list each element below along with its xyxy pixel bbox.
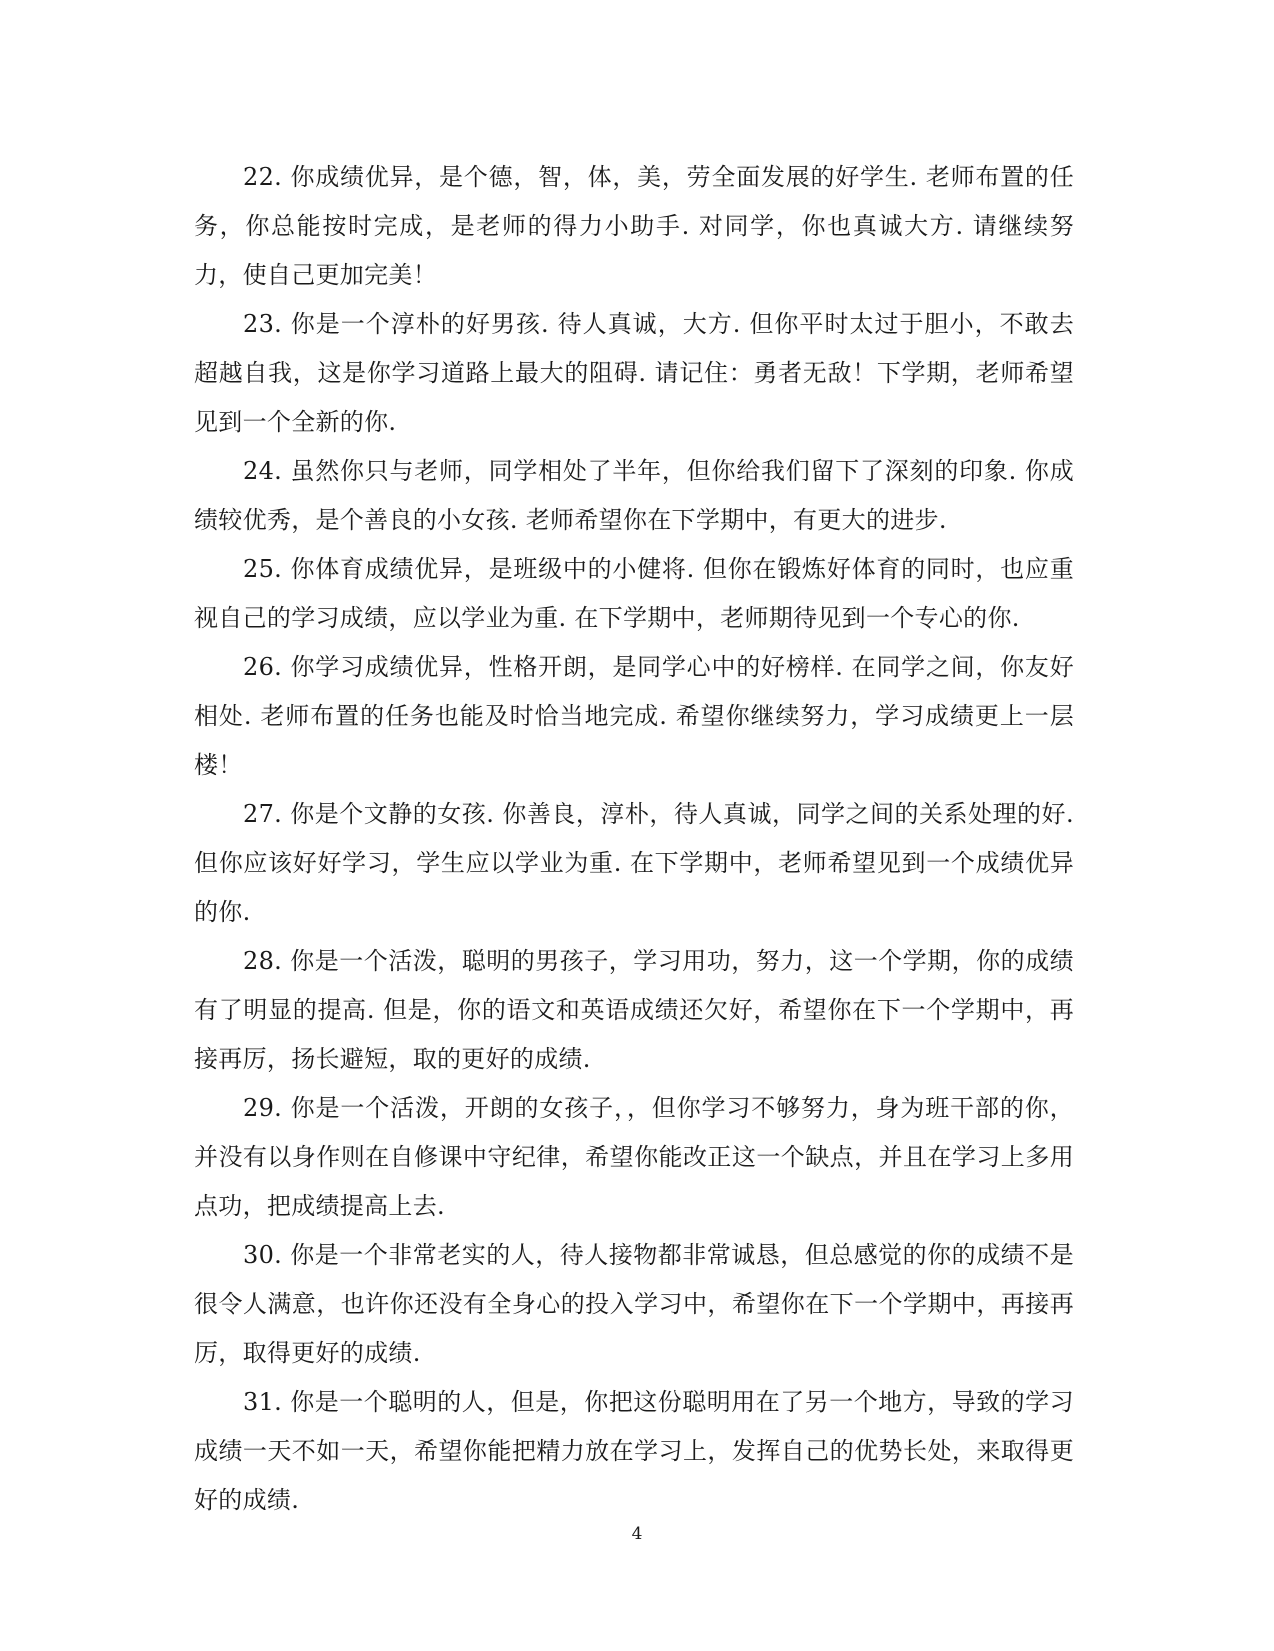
paragraph-26: 26. 你学习成绩优异，性格开朗，是同学心中的好榜样. 在同学之间，你友好相处. 老师布置的任务也能及时恰当地完成. 希望你继续努力，学习成绩更上一层楼！	[194, 653, 1074, 779]
page-number: 4	[631, 1524, 643, 1544]
paragraph-22: 22. 你成绩优异，是个德，智，体，美，劳全面发展的好学生. 老师布置的任务，你总能按时完成，是老师的得力小助手. 对同学，你也真诚大方. 请继续努力，使自己更加完美！	[194, 163, 1074, 289]
paragraph-25: 25. 你体育成绩优异，是班级中的小健将. 但你在锻炼好体育的同时，也应重视自己的学习成绩，应以学业为重. 在下学期中，老师期待见到一个专心的你.	[194, 555, 1074, 632]
paragraph-27: 27. 你是个文静的女孩. 你善良，淳朴，待人真诚，同学之间的关系处理的好. 但你应该好好学习，学生应以学业为重. 在下学期中，老师希望见到一个成绩优异的你.	[194, 800, 1074, 926]
paragraph-30: 30. 你是一个非常老实的人，待人接物都非常诚恳，但总感觉的你的成绩不是很令人满意，也许你还没有全身心的投入学习中，希望你在下一个学期中，再接再厉，取得更好的成绩.	[194, 1241, 1074, 1367]
paragraph-23: 23. 你是一个淳朴的好男孩. 待人真诚，大方. 但你平时太过于胆小，不敢去超越自我，这是你学习道路上最大的阻碍. 请记住：勇者无敌！下学期，老师希望见到一个全新的你.	[194, 310, 1074, 436]
document-body	[194, 153, 1074, 1525]
paragraph-29: 29. 你是一个活泼，开朗的女孩子，，但你学习不够努力，身为班干部的你，并没有以身作则在自修课中守纪律，希望你能改正这一个缺点，并且在学习上多用点功，把成绩提高上去.	[194, 1094, 1074, 1220]
paragraph-28: 28. 你是一个活泼，聪明的男孩子，学习用功，努力，这一个学期，你的成绩有了明显的提高. 但是，你的语文和英语成绩还欠好，希望你在下一个学期中，再接再厉，扬长避短，取的更好的成绩.	[194, 947, 1074, 1073]
paragraph-24: 24. 虽然你只与老师，同学相处了半年，但你给我们留下了深刻的印象. 你成绩较优秀，是个善良的小女孩. 老师希望你在下学期中，有更大的进步.	[194, 457, 1074, 534]
paragraph-31: 31. 你是一个聪明的人，但是，你把这份聪明用在了另一个地方，导致的学习成绩一天不如一天，希望你能把精力放在学习上，发挥自己的优势长处，来取得更好的成绩.	[194, 1388, 1074, 1514]
